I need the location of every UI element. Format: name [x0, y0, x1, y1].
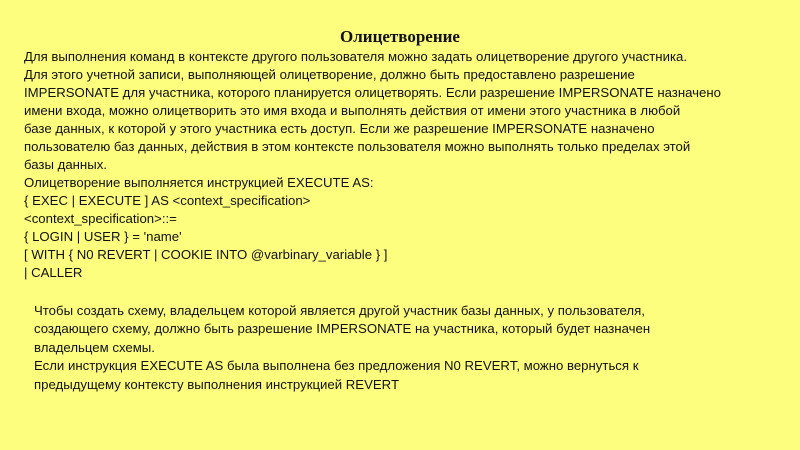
- schema-text-block: [34, 302, 784, 394]
- text-line: базы данных.: [24, 157, 107, 172]
- text-line: Для выполнения команд в контексте другого пользователя можно задать олицетворение другого участника.: [24, 49, 688, 64]
- text-line: IMPERSONATE для участника, которого планируется олицетворять. Если разрешение IMPERSONATE назначено: [24, 85, 721, 100]
- text-line: владельцем схемы.: [34, 339, 155, 355]
- text-line: Для этого учетной записи, выполняющей олицетворение, должно быть предоставлено разрешение: [24, 67, 635, 82]
- text-line: Олицетворение выполняется инструкцией EXECUTE AS:: [24, 175, 374, 190]
- syntax-line: { EXEC | EXECUTE ] AS <context_specification>: [24, 193, 311, 208]
- text-line: базе данных, к которой у этого участника есть доступ. Если же разрешение IMPERSONATE назначено: [24, 121, 655, 136]
- slide-title: Олицетворение: [340, 27, 460, 46]
- syntax-line: <context_specification>::=: [24, 211, 177, 226]
- text-line: Чтобы создать схему, владельцем которой является другой участник базы данных, у пользователя,: [34, 303, 645, 318]
- impersonation-text-block: [24, 48, 784, 282]
- text-line: имени входа, можно олицетворить это имя входа и выполнять действия от имени этого участника в любой: [24, 103, 681, 118]
- syntax-line: [ WITH { N0 REVERT | COOKIE INTO @varbinary_variable } ]: [24, 247, 388, 262]
- text-line: предыдущему контексту выполнения инструкцией REVERT: [34, 376, 400, 392]
- syntax-line: | CALLER: [24, 265, 83, 280]
- syntax-line: { LOGIN | USER } = 'name': [24, 229, 182, 244]
- text-line: Если инструкция EXECUTE AS была выполнена без предложения N0 REVERT, можно вернуться к: [34, 358, 639, 374]
- text-line: пользователю баз данных, действия в этом контексте пользователя можно выполнять только пределах этой: [24, 139, 691, 154]
- text-line: создающего схему, должно быть разрешение IMPERSONATE на участника, который будет назначен: [34, 321, 651, 337]
